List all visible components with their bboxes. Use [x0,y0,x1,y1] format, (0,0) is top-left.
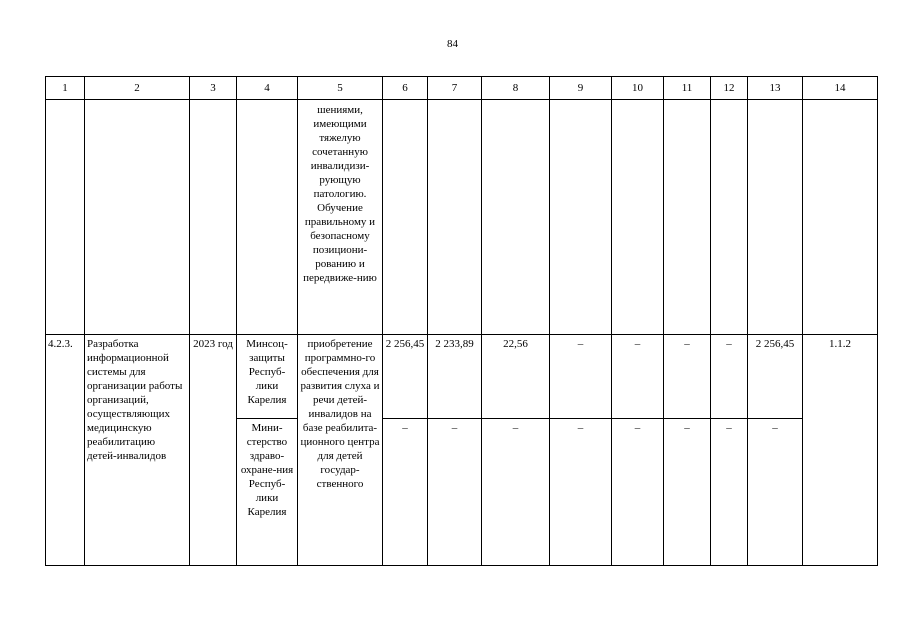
value-cell: – [550,419,612,566]
value-cell: – [711,419,748,566]
header-cell: 1 [46,77,85,100]
empty-cell [748,100,803,335]
empty-cell [190,100,237,335]
item-year: 2023 год [190,335,237,566]
empty-cell [803,100,878,335]
value-cell: – [664,335,711,419]
header-cell: 5 [298,77,383,100]
value-cell: 2 256,45 [748,335,803,419]
header-cell: 12 [711,77,748,100]
executor-2: Мини-стерство здраво-охране-ния Респуб-лики Карелия [237,419,298,566]
header-cell: 2 [85,77,190,100]
description-continuation: шениями, имеющими тяжелую сочетанную инвалидизи-рующую патологию. Обучение правильному и безопасному позициони-рованию и передвиже-нию [298,100,383,335]
empty-cell [612,100,664,335]
empty-cell [428,100,482,335]
empty-cell [664,100,711,335]
header-cell: 9 [550,77,612,100]
value-cell: – [612,335,664,419]
header-cell: 8 [482,77,550,100]
header-cell: 7 [428,77,482,100]
empty-cell [482,100,550,335]
item-number: 4.2.3. [46,335,85,566]
total-cell: 2 256,45 [383,335,428,419]
total-cell: – [383,419,428,566]
continuation-row [46,100,878,335]
value-cell: – [550,335,612,419]
value-cell: 2 233,89 [428,335,482,419]
header-cell: 3 [190,77,237,100]
header-cell: 4 [237,77,298,100]
item-description: приобретение программно-го обеспечения для развития слуха и речи детей-инвалидов на базе реабилита-ционного центра для детей государ-ственного [298,335,383,566]
item-row-1 [46,335,878,419]
header-cell: 13 [748,77,803,100]
value-cell: 22,56 [482,335,550,419]
value-cell: – [482,419,550,566]
header-cell: 10 [612,77,664,100]
item-name: Разработка информационной системы для организации работы организаций, осуществляющих медицинскую реабилитацию детей-инвалидов [85,335,190,566]
value-cell: – [711,335,748,419]
value-cell: – [612,419,664,566]
value-cell: – [748,419,803,566]
empty-cell [550,100,612,335]
executor-1: Минсоц-защиты Респуб-лики Карелия [237,335,298,419]
header-cell: 6 [383,77,428,100]
page-number: 84 [447,38,458,50]
value-cell: – [664,419,711,566]
value-cell: – [428,419,482,566]
indicator-cell: 1.1.2 [803,335,878,566]
header-cell: 14 [803,77,878,100]
empty-cell [85,100,190,335]
empty-cell [711,100,748,335]
program-table [45,76,878,566]
empty-cell [237,100,298,335]
empty-cell [383,100,428,335]
header-cell: 11 [664,77,711,100]
header-row [46,77,878,100]
empty-cell [46,100,85,335]
